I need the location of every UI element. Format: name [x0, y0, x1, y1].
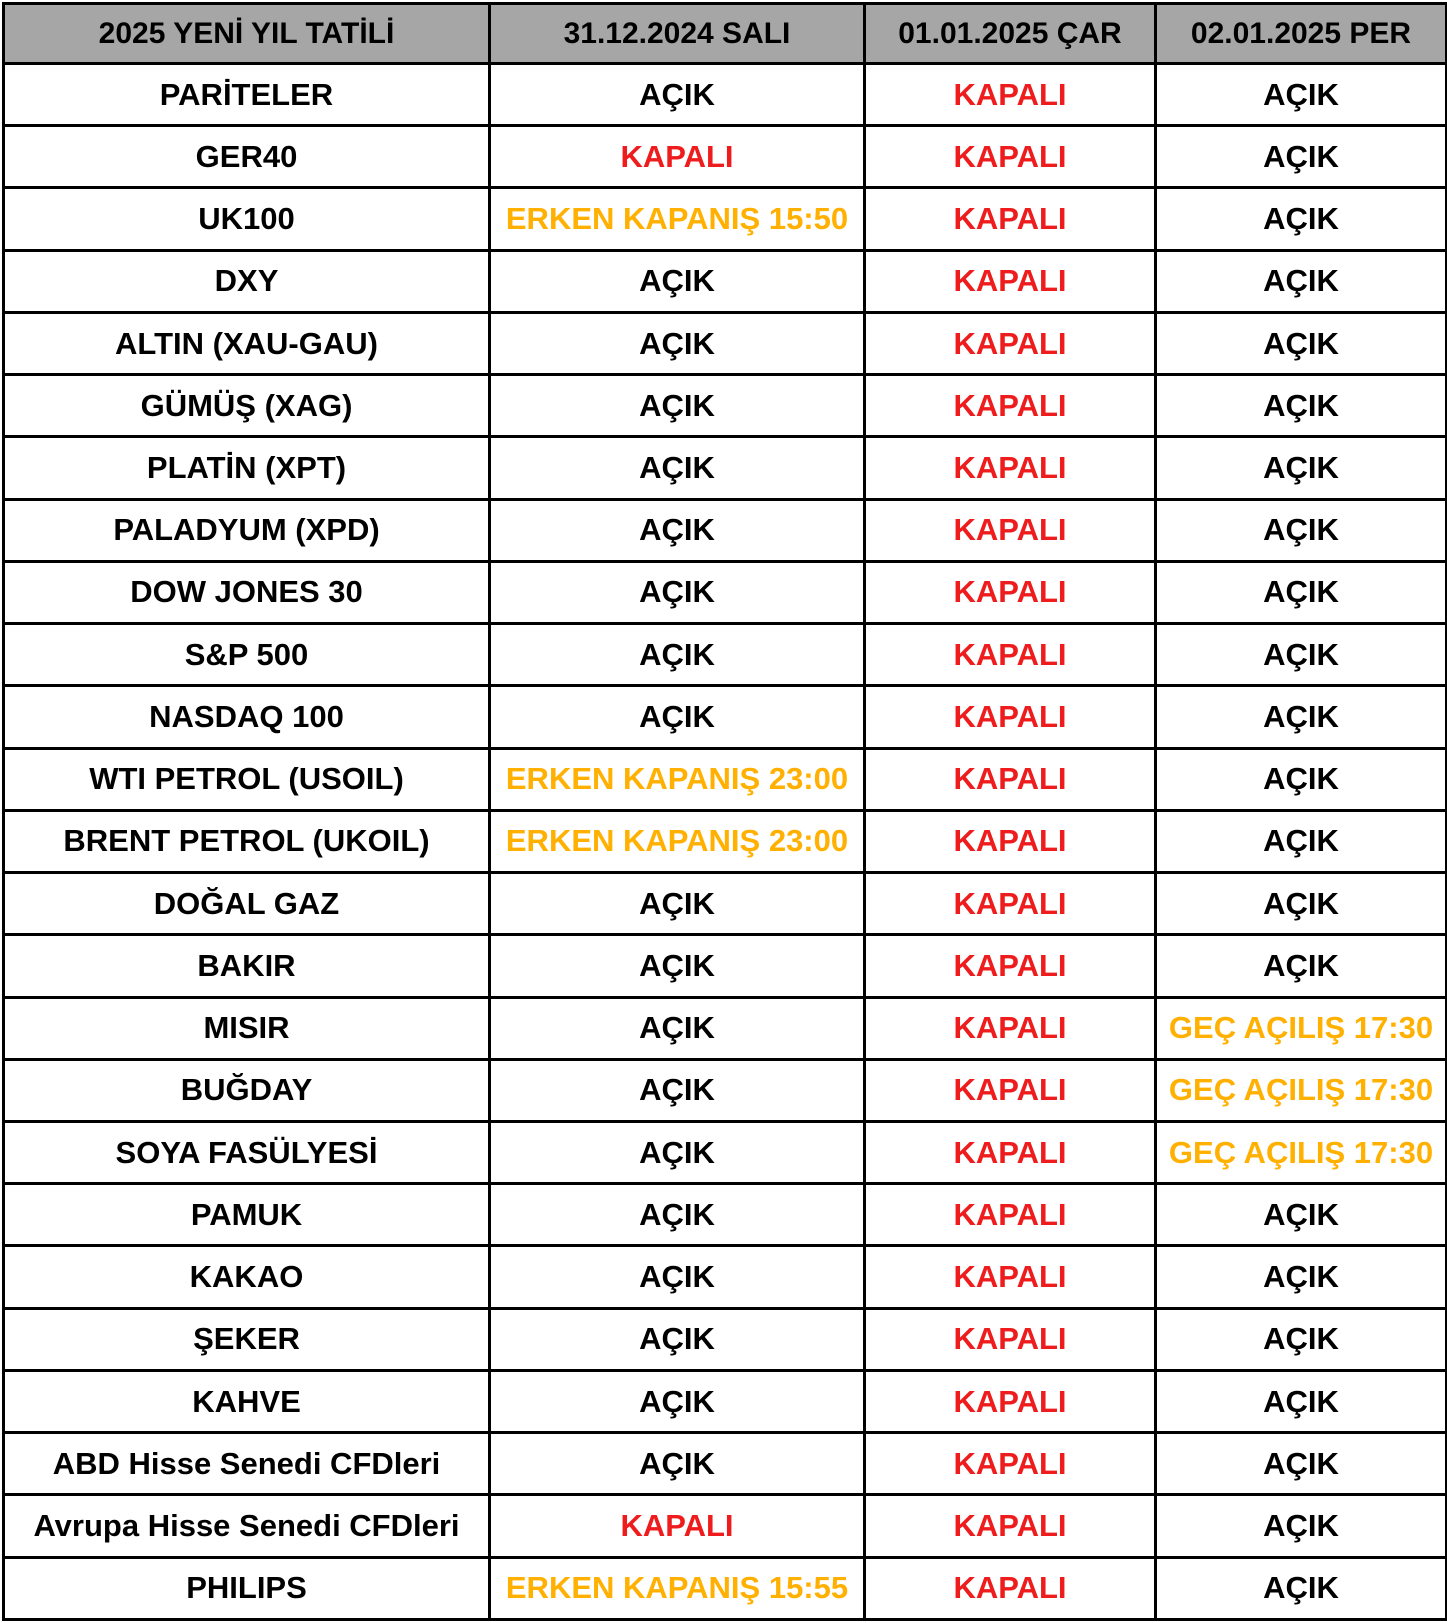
status-cell-day-1: AÇIK	[490, 873, 865, 935]
status-cell-day-1: AÇIK	[490, 1184, 865, 1246]
status-cell-day-1: AÇIK	[490, 1121, 865, 1183]
status-cell-day-3: AÇIK	[1156, 1370, 1447, 1432]
status-cell-day-2: KAPALI	[865, 126, 1156, 188]
table-row	[4, 1121, 1447, 1183]
instrument-cell: KAKAO	[4, 1246, 490, 1308]
instrument-cell: PALADYUM (XPD)	[4, 499, 490, 561]
table-row	[4, 1184, 1447, 1246]
status-cell-day-2: KAPALI	[865, 375, 1156, 437]
status-cell-day-3: GEÇ AÇILIŞ 17:30	[1156, 997, 1447, 1059]
table-row	[4, 1557, 1447, 1619]
instrument-cell: BUĞDAY	[4, 1059, 490, 1121]
instrument-cell: MISIR	[4, 997, 490, 1059]
instrument-cell: ALTIN (XAU-GAU)	[4, 312, 490, 374]
header-date-2: 01.01.2025 ÇAR	[865, 4, 1156, 64]
status-cell-day-3: AÇIK	[1156, 810, 1447, 872]
status-cell-day-1: AÇIK	[490, 1370, 865, 1432]
header-date-3: 02.01.2025 PER	[1156, 4, 1447, 64]
table-row	[4, 686, 1447, 748]
status-cell-day-2: KAPALI	[865, 1308, 1156, 1370]
status-cell-day-1: AÇIK	[490, 1308, 865, 1370]
status-cell-day-3: AÇIK	[1156, 748, 1447, 810]
status-cell-day-3: AÇIK	[1156, 375, 1447, 437]
status-cell-day-3: AÇIK	[1156, 1308, 1447, 1370]
status-cell-day-3: AÇIK	[1156, 873, 1447, 935]
table-row	[4, 873, 1447, 935]
table-row	[4, 1059, 1447, 1121]
status-cell-day-2: KAPALI	[865, 748, 1156, 810]
status-cell-day-1: AÇIK	[490, 686, 865, 748]
status-cell-day-2: KAPALI	[865, 1495, 1156, 1557]
status-cell-day-3: AÇIK	[1156, 561, 1447, 623]
instrument-cell: BRENT PETROL (UKOIL)	[4, 810, 490, 872]
status-cell-day-3: AÇIK	[1156, 499, 1447, 561]
status-cell-day-3: AÇIK	[1156, 1557, 1447, 1619]
instrument-cell: PAMUK	[4, 1184, 490, 1246]
status-cell-day-2: KAPALI	[865, 686, 1156, 748]
instrument-cell: BAKIR	[4, 935, 490, 997]
status-cell-day-2: KAPALI	[865, 1246, 1156, 1308]
status-cell-day-2: KAPALI	[865, 561, 1156, 623]
header-row	[4, 4, 1447, 64]
table-row	[4, 1370, 1447, 1432]
instrument-cell: DOĞAL GAZ	[4, 873, 490, 935]
status-cell-day-1: AÇIK	[490, 1433, 865, 1495]
table-row	[4, 748, 1447, 810]
instrument-cell: PHILIPS	[4, 1557, 490, 1619]
status-cell-day-2: KAPALI	[865, 997, 1156, 1059]
instrument-cell: GÜMÜŞ (XAG)	[4, 375, 490, 437]
table-row	[4, 624, 1447, 686]
status-cell-day-3: AÇIK	[1156, 1495, 1447, 1557]
status-cell-day-1: AÇIK	[490, 1059, 865, 1121]
status-cell-day-1: AÇIK	[490, 624, 865, 686]
status-cell-day-1: AÇIK	[490, 437, 865, 499]
status-cell-day-1: AÇIK	[490, 499, 865, 561]
status-cell-day-3: AÇIK	[1156, 126, 1447, 188]
status-cell-day-1: AÇIK	[490, 250, 865, 312]
status-cell-day-2: KAPALI	[865, 1121, 1156, 1183]
status-cell-day-2: KAPALI	[865, 624, 1156, 686]
table-row	[4, 312, 1447, 374]
status-cell-day-3: AÇIK	[1156, 624, 1447, 686]
status-cell-day-2: KAPALI	[865, 312, 1156, 374]
status-cell-day-3: AÇIK	[1156, 1433, 1447, 1495]
table-row	[4, 126, 1447, 188]
table-header	[4, 4, 1447, 64]
status-cell-day-2: KAPALI	[865, 873, 1156, 935]
instrument-cell: GER40	[4, 126, 490, 188]
instrument-cell: ABD Hisse Senedi CFDleri	[4, 1433, 490, 1495]
instrument-cell: NASDAQ 100	[4, 686, 490, 748]
status-cell-day-2: KAPALI	[865, 250, 1156, 312]
table-row	[4, 561, 1447, 623]
status-cell-day-1: AÇIK	[490, 375, 865, 437]
status-cell-day-3: AÇIK	[1156, 437, 1447, 499]
table-row	[4, 375, 1447, 437]
header-date-1: 31.12.2024 SALI	[490, 4, 865, 64]
table-row	[4, 437, 1447, 499]
status-cell-day-3: AÇIK	[1156, 686, 1447, 748]
instrument-cell: PLATİN (XPT)	[4, 437, 490, 499]
status-cell-day-3: AÇIK	[1156, 188, 1447, 250]
status-cell-day-1: AÇIK	[490, 64, 865, 126]
instrument-cell: PARİTELER	[4, 64, 490, 126]
status-cell-day-3: AÇIK	[1156, 64, 1447, 126]
instrument-cell: UK100	[4, 188, 490, 250]
status-cell-day-2: KAPALI	[865, 1059, 1156, 1121]
status-cell-day-3: GEÇ AÇILIŞ 17:30	[1156, 1121, 1447, 1183]
status-cell-day-3: AÇIK	[1156, 1246, 1447, 1308]
status-cell-day-1: ERKEN KAPANIŞ 15:50	[490, 188, 865, 250]
status-cell-day-3: AÇIK	[1156, 935, 1447, 997]
status-cell-day-1: AÇIK	[490, 1246, 865, 1308]
status-cell-day-2: KAPALI	[865, 1557, 1156, 1619]
status-cell-day-2: KAPALI	[865, 1433, 1156, 1495]
table-row	[4, 997, 1447, 1059]
holiday-schedule-table	[2, 2, 1447, 1621]
status-cell-day-2: KAPALI	[865, 810, 1156, 872]
instrument-cell: KAHVE	[4, 1370, 490, 1432]
header-instrument: 2025 YENİ YIL TATİLİ	[4, 4, 490, 64]
status-cell-day-2: KAPALI	[865, 64, 1156, 126]
status-cell-day-2: KAPALI	[865, 935, 1156, 997]
table-row	[4, 64, 1447, 126]
status-cell-day-1: KAPALI	[490, 126, 865, 188]
instrument-cell: SOYA FASÜLYESİ	[4, 1121, 490, 1183]
status-cell-day-1: AÇIK	[490, 935, 865, 997]
status-cell-day-3: AÇIK	[1156, 1184, 1447, 1246]
table-row	[4, 935, 1447, 997]
status-cell-day-1: ERKEN KAPANIŞ 23:00	[490, 810, 865, 872]
status-cell-day-1: ERKEN KAPANIŞ 23:00	[490, 748, 865, 810]
status-cell-day-2: KAPALI	[865, 437, 1156, 499]
status-cell-day-3: AÇIK	[1156, 250, 1447, 312]
status-cell-day-2: KAPALI	[865, 188, 1156, 250]
status-cell-day-3: AÇIK	[1156, 312, 1447, 374]
status-cell-day-2: KAPALI	[865, 1184, 1156, 1246]
table-row	[4, 1246, 1447, 1308]
instrument-cell: ŞEKER	[4, 1308, 490, 1370]
table-row	[4, 250, 1447, 312]
table-row	[4, 810, 1447, 872]
table-row	[4, 188, 1447, 250]
status-cell-day-1: AÇIK	[490, 997, 865, 1059]
status-cell-day-1: AÇIK	[490, 312, 865, 374]
table-body	[4, 64, 1447, 1620]
table-row	[4, 1308, 1447, 1370]
table-row	[4, 1495, 1447, 1557]
instrument-cell: S&P 500	[4, 624, 490, 686]
status-cell-day-1: AÇIK	[490, 561, 865, 623]
instrument-cell: DOW JONES 30	[4, 561, 490, 623]
table-row	[4, 499, 1447, 561]
status-cell-day-3: GEÇ AÇILIŞ 17:30	[1156, 1059, 1447, 1121]
status-cell-day-1: KAPALI	[490, 1495, 865, 1557]
table-row	[4, 1433, 1447, 1495]
status-cell-day-2: KAPALI	[865, 1370, 1156, 1432]
status-cell-day-1: ERKEN KAPANIŞ 15:55	[490, 1557, 865, 1619]
instrument-cell: Avrupa Hisse Senedi CFDleri	[4, 1495, 490, 1557]
instrument-cell: WTI PETROL (USOIL)	[4, 748, 490, 810]
instrument-cell: DXY	[4, 250, 490, 312]
status-cell-day-2: KAPALI	[865, 499, 1156, 561]
